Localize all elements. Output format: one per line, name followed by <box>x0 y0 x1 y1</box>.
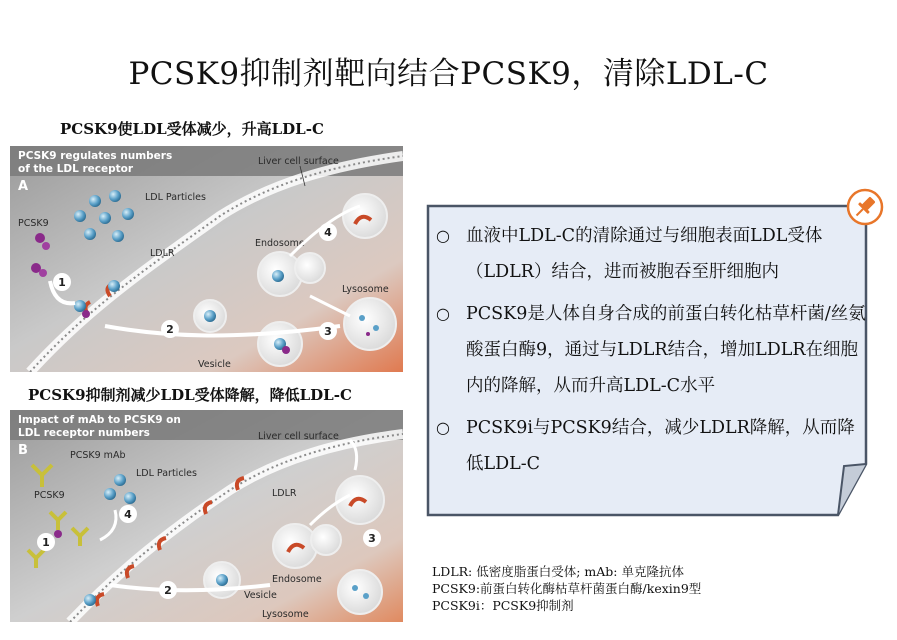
bullet-item <box>436 296 866 404</box>
label-vesicle-b: Vesicle <box>244 590 277 601</box>
footnote: PCSK9i：PCSK9抑制剂 <box>432 598 574 613</box>
page-title: PCSK9抑制剂靶向结合PCSK9，清除LDL-C <box>128 56 769 92</box>
step-2-a: 2 <box>166 323 174 336</box>
caption-panel-a: PCSK9使LDL受体减少，升高LDL-C <box>60 120 324 138</box>
diagram-panel-a <box>10 146 403 372</box>
bullet-item <box>436 410 866 482</box>
step-3-a: 3 <box>324 325 332 338</box>
step-1-b: 1 <box>42 536 50 549</box>
step-1-a: 1 <box>58 276 66 289</box>
label-vesicle: Vesicle <box>198 359 231 370</box>
bullet-text: PCSK9i与PCSK9结合，减少LDLR降解，从而降低LDL-C <box>466 418 855 474</box>
step-2-b: 2 <box>164 584 172 597</box>
bullet-marker: ○ <box>436 304 450 323</box>
label-endosome-b: Endosome <box>272 574 322 585</box>
label-pcsk9-b: PCSK9 <box>34 490 65 501</box>
footnotes <box>432 563 701 614</box>
footnote: PCSK9:前蛋白转化酶枯草杆菌蛋白酶/kexin9型 <box>432 581 702 596</box>
pushpin-icon <box>846 188 884 226</box>
label-endosome: Endosome <box>255 238 305 249</box>
step-4-a: 4 <box>324 226 332 239</box>
bullet-marker: ○ <box>436 226 450 245</box>
diagram-panel-b <box>10 410 403 622</box>
bullet-text: PCSK9是人体自身合成的前蛋白转化枯草杆菌/丝氨酸蛋白酶9，通过与LDLR结合，增加LDLR在细胞内的降解，从而升高LDL-C水平 <box>466 304 866 396</box>
panel-b-letter: B <box>18 443 28 458</box>
label-liver-cell-surface: Liver cell surface <box>258 156 339 167</box>
label-lysosome: Lysosome <box>342 284 389 295</box>
lysosome <box>344 298 396 350</box>
bullet-text: 血液中LDL-C的清除通过与细胞表面LDL受体（LDLR）结合，进而被胞吞至肝细胞内 <box>466 226 823 282</box>
bullet-list <box>436 218 866 488</box>
panel-a-header-2: of the LDL receptor <box>18 163 134 175</box>
panel-a-letter: A <box>18 179 29 194</box>
step-4-b: 4 <box>124 508 132 521</box>
label-pcsk9: PCSK9 <box>18 218 49 229</box>
label-liver-cell-surface-b: Liver cell surface <box>258 431 339 442</box>
panel-a-header-1: PCSK9 regulates numbers <box>18 150 173 162</box>
label-lysosome-b: Lysosome <box>262 609 309 620</box>
bullet-marker: ○ <box>436 418 450 437</box>
lysosome-b <box>338 570 382 614</box>
label-pcsk9-mab: PCSK9 mAb <box>70 450 126 461</box>
panel-b-header-2: LDL receptor numbers <box>18 427 150 439</box>
bullet-item <box>436 218 866 290</box>
panel-b-header-1: Impact of mAb to PCSK9 on <box>18 414 181 426</box>
step-3-b: 3 <box>368 532 376 545</box>
caption-panel-b: PCSK9抑制剂减少LDL受体降解，降低LDL-C <box>28 386 352 404</box>
footnote: LDLR: 低密度脂蛋白受体; mAb: 单克隆抗体 <box>432 564 684 579</box>
label-ldlr: LDLR <box>150 248 175 259</box>
label-ldlr-b: LDLR <box>272 488 297 499</box>
label-ldl-particles-b: LDL Particles <box>136 468 197 479</box>
label-ldl-particles: LDL Particles <box>145 192 206 203</box>
